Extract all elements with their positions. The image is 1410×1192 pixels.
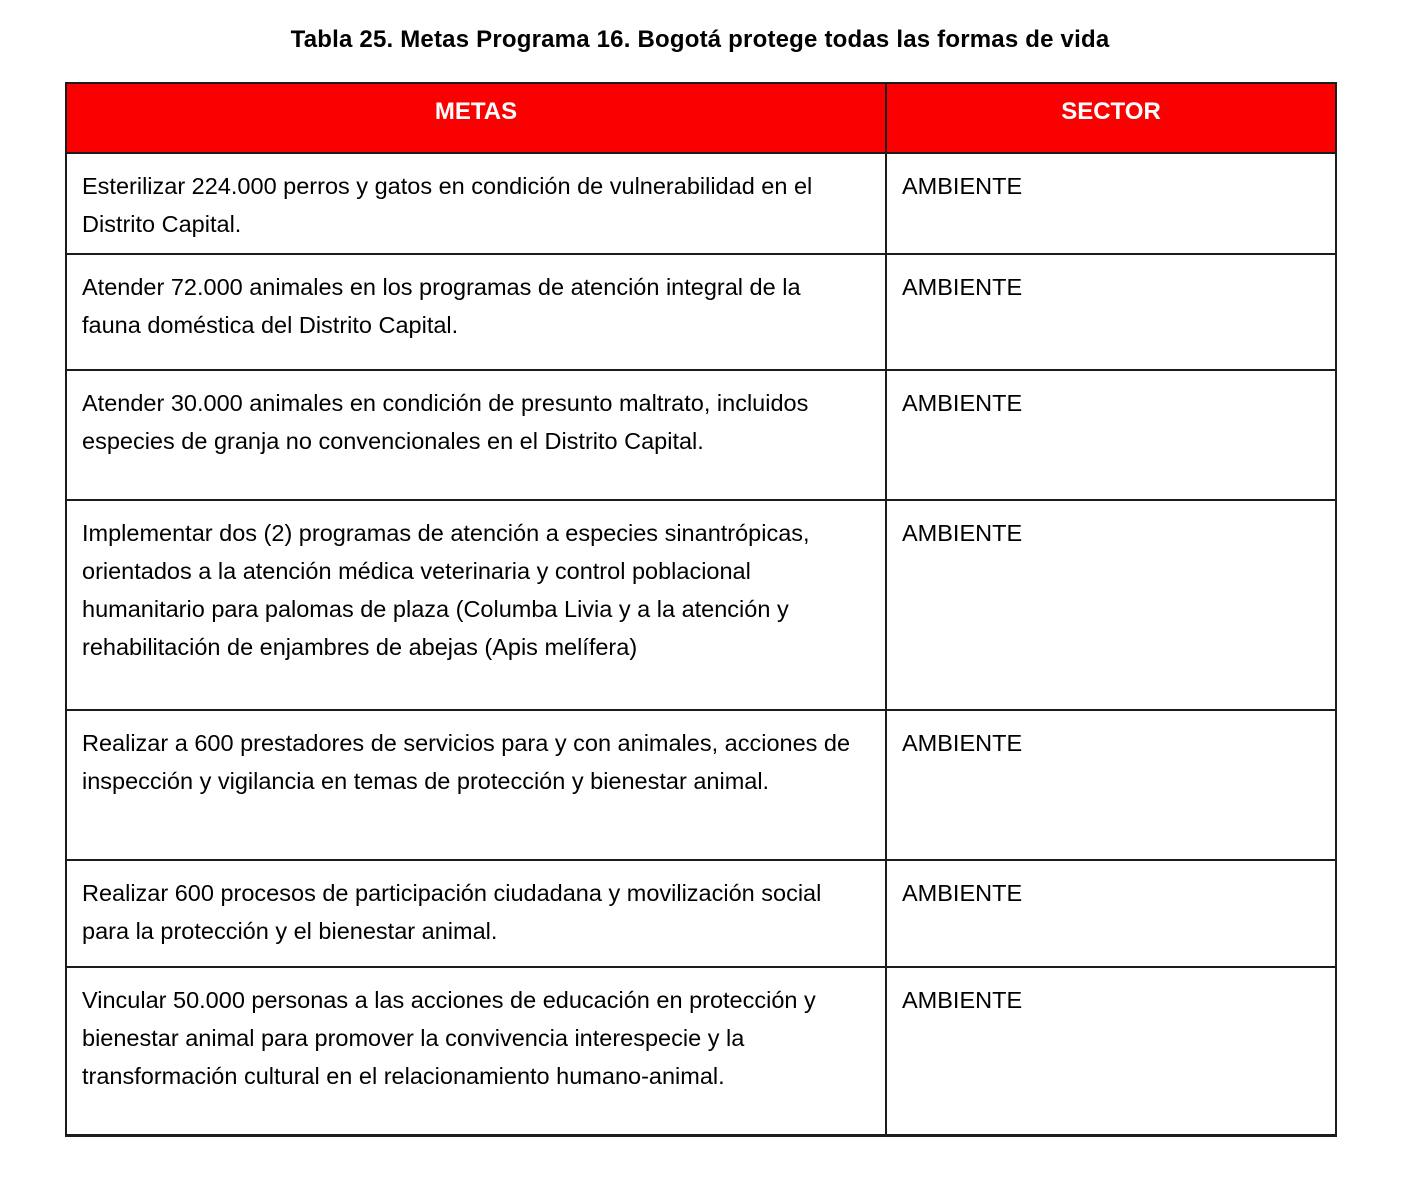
sector-cell: AMBIENTE bbox=[886, 860, 1336, 967]
table-row bbox=[66, 967, 1336, 1135]
header-cell-sector: SECTOR bbox=[886, 83, 1336, 153]
sector-cell: AMBIENTE bbox=[886, 710, 1336, 860]
meta-cell: Realizar a 600 prestadores de servicios para y con animales, acciones de inspección y vigilancia en temas de protección y bienestar animal. bbox=[66, 710, 886, 860]
meta-cell: Atender 30.000 animales en condición de presunto maltrato, incluidos especies de granja no convencionales en el Distrito Capital. bbox=[66, 370, 886, 500]
page-title: Tabla 25. Metas Programa 16. Bogotá protege todas las formas de vida bbox=[290, 26, 1110, 53]
sector-cell: AMBIENTE bbox=[886, 967, 1336, 1135]
sector-cell: AMBIENTE bbox=[886, 153, 1336, 254]
table-row bbox=[66, 860, 1336, 967]
table-row bbox=[66, 254, 1336, 370]
header-cell-metas: METAS bbox=[66, 83, 886, 153]
table-row bbox=[66, 153, 1336, 254]
sector-cell: AMBIENTE bbox=[886, 500, 1336, 710]
meta-cell: Realizar 600 procesos de participación ciudadana y movilización social para la protección y el bienestar animal. bbox=[66, 860, 886, 967]
table-row bbox=[66, 370, 1336, 500]
metas-table bbox=[65, 82, 1337, 1137]
table-row bbox=[66, 710, 1336, 860]
meta-cell: Esterilizar 224.000 perros y gatos en condición de vulnerabilidad en el Distrito Capital. bbox=[66, 153, 886, 254]
table-row bbox=[66, 500, 1336, 710]
meta-cell: Atender 72.000 animales en los programas de atención integral de la fauna doméstica del Distrito Capital. bbox=[66, 254, 886, 370]
sector-cell: AMBIENTE bbox=[886, 370, 1336, 500]
meta-cell: Implementar dos (2) programas de atención a especies sinantrópicas, orientados a la atención médica veterinaria y control poblacional humanitario para palomas de plaza (Columba Livia y a la atención y rehabilitación de enjambres de abejas (Apis melífera) bbox=[66, 500, 886, 710]
table-header-row bbox=[66, 83, 1336, 153]
sector-cell: AMBIENTE bbox=[886, 254, 1336, 370]
meta-cell: Vincular 50.000 personas a las acciones de educación en protección y bienestar animal para promover la convivencia interespecie y la transformación cultural en el relacionamiento humano-animal. bbox=[66, 967, 886, 1135]
